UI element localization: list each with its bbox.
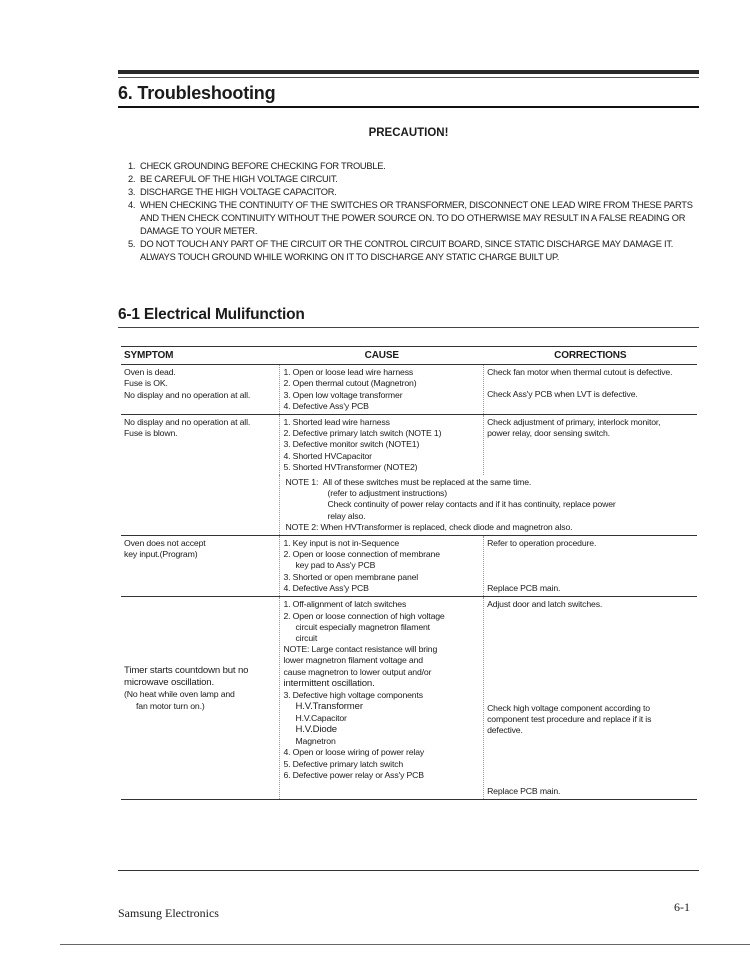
cause-cell: [280, 365, 484, 415]
cause-line: 1. Shorted lead wire harness: [283, 417, 390, 428]
precaution-item: [128, 160, 698, 173]
symptom-cell: [121, 365, 280, 415]
correction-line: Replace PCB main.: [487, 786, 561, 797]
item-number: 1.: [128, 161, 136, 171]
symptom-line: Fuse is OK.: [124, 378, 168, 389]
symptom-cell: [121, 597, 280, 800]
cause-line: circuit: [295, 633, 318, 644]
table-header-row: [121, 347, 697, 365]
cause-line: 2. Open or loose connection of membrane: [283, 549, 440, 560]
cause-line: circuit especially magnetron filament: [295, 621, 430, 632]
corrections-cell: [484, 365, 697, 415]
cause-line: NOTE: Large contact resistance will bring: [283, 644, 438, 655]
symptom-line: Fuse is blown.: [124, 428, 178, 439]
table-row: [121, 415, 697, 476]
table-row: [121, 536, 697, 597]
cause-line: 4. Defective Ass'y PCB: [283, 582, 369, 593]
item-number: 5.: [128, 239, 136, 249]
symptom-line: No display and no operation at all.: [124, 389, 251, 400]
bottom-edge-line: [60, 944, 750, 945]
page-number: 6-1: [674, 900, 690, 914]
correction-line: Replace PCB main.: [487, 583, 561, 594]
precaution-item: [128, 199, 698, 238]
cause-cell: [280, 415, 484, 476]
precaution-item: [128, 186, 698, 199]
header-corrections: CORRECTIONS: [484, 347, 697, 365]
table-row: [121, 597, 697, 800]
cause-line: H.V.Capacitor: [295, 713, 347, 724]
cause-line: 5. Defective primary latch switch: [283, 758, 404, 769]
correction-line: Check Ass'y PCB when LVT is defective.: [487, 389, 638, 400]
note-text: All of these switches must be replaced at the same time.: [322, 477, 532, 488]
cause-line: 3. Defective high voltage components: [283, 689, 423, 700]
cause-line: intermittent oscillation.: [283, 677, 375, 689]
notes-cell: [280, 475, 697, 536]
symptom-note: (No heat while oven lamp and: [124, 689, 235, 700]
table-row: [121, 365, 697, 415]
title-underline: [118, 106, 699, 108]
correction-line: Adjust door and latch switches.: [487, 599, 603, 610]
symptom-block: [124, 599, 276, 711]
cause-line: 1. Off-alignment of latch switches: [283, 599, 407, 610]
footer-rule: [118, 870, 699, 871]
correction-line: power relay, door sensing switch.: [487, 428, 610, 439]
note-1: [283, 477, 694, 488]
cause-line: H.V.Transformer: [295, 701, 363, 713]
header-rule-thin: [118, 77, 699, 78]
symptom-cell: [121, 415, 280, 476]
item-number: 4.: [128, 200, 136, 210]
symptom-cell-empty: [121, 475, 280, 536]
note-line: relay also.: [327, 510, 366, 521]
section-title: 6-1 Electrical Mulifunction: [118, 306, 305, 323]
correction-line: Check fan motor when thermal cutout is defective.: [487, 367, 673, 378]
cause-line: 4. Open or loose wiring of power relay: [283, 747, 425, 758]
cause-line: lower magnetron filament voltage and: [283, 655, 423, 666]
cause-line: 1. Key input is not in-Sequence: [283, 538, 400, 549]
notes-row: [121, 475, 697, 536]
correction-line: component test procedure and replace if it is: [487, 713, 652, 724]
note-line: (refer to adjustment instructions): [327, 488, 447, 499]
cause-cell: [280, 597, 484, 800]
item-number: 2.: [128, 174, 136, 184]
corrections-cell: [484, 536, 697, 597]
section-underline: [118, 327, 699, 328]
cause-line: 3. Defective monitor switch (NOTE1): [283, 439, 420, 450]
symptom-line: No display and no operation at all.: [124, 417, 251, 428]
cause-line: 2. Open or loose connection of high voltage: [283, 610, 445, 621]
correction-line: defective.: [487, 725, 523, 736]
symptom-line: key input.(Program): [124, 549, 198, 560]
corrections-cell: [484, 597, 697, 800]
precaution-item: [128, 173, 698, 186]
symptom-line: Timer starts countdown but no: [124, 665, 249, 677]
symptom-line: microwave oscillation.: [124, 677, 215, 689]
cause-line: key pad to Ass'y PCB: [295, 560, 376, 571]
item-text: DO NOT TOUCH ANY PART OF THE CIRCUIT OR THE CONTROL CIRCUIT BOARD, SINCE STATIC DISCHARGE MAY DAMAGE IT. ALWAYS TOUCH GROUND WHILE WORKING ON IT TO DISCHARGE ANY STATIC CHARGE BUILT UP.: [140, 239, 674, 262]
cause-line: 4. Defective Ass'y PCB: [283, 400, 369, 411]
note-label: NOTE 1:: [285, 477, 319, 488]
symptom-line: Oven is dead.: [124, 367, 176, 378]
header-rule: [118, 70, 699, 74]
footer-company: Samsung Electronics: [118, 906, 219, 920]
cause-line: 1. Open or loose lead wire harness: [283, 367, 414, 378]
cause-cell: [280, 536, 484, 597]
correction-line: Check high voltage component according to: [487, 702, 650, 713]
cause-line: cause magnetron to lower output and/or: [283, 666, 432, 677]
item-text: BE CAREFUL OF THE HIGH VOLTAGE CIRCUIT.: [140, 174, 338, 184]
cause-line: 5. Shorted HVTransformer (NOTE2): [283, 461, 418, 472]
symptom-note: fan motor turn on.): [136, 700, 205, 711]
correction-line: Check adjustment of primary, interlock monitor,: [487, 417, 661, 428]
item-text: DISCHARGE THE HIGH VOLTAGE CAPACITOR.: [140, 187, 337, 197]
note-2: NOTE 2: When HVTransformer is replaced, check diode and magnetron also.: [285, 521, 573, 532]
header-cause: CAUSE: [280, 347, 484, 365]
cause-line: H.V.Diode: [295, 724, 337, 736]
header-symptom: SYMPTOM: [121, 347, 280, 365]
item-text: CHECK GROUNDING BEFORE CHECKING FOR TROUBLE.: [140, 161, 386, 171]
symptom-cell: [121, 536, 280, 597]
cause-line: 3. Shorted or open membrane panel: [283, 571, 419, 582]
cause-line: Magnetron: [295, 736, 336, 747]
page-title: 6. Troubleshooting: [118, 83, 276, 103]
item-number: 3.: [128, 187, 136, 197]
cause-line: 2. Open thermal cutout (Magnetron): [283, 378, 417, 389]
precaution-heading: PRECAUTION!: [368, 127, 449, 139]
cause-line: 2. Defective primary latch switch (NOTE 1): [283, 428, 442, 439]
troubleshooting-table: [121, 346, 697, 800]
item-text: WHEN CHECKING THE CONTINUITY OF THE SWITCHES OR TRANSFORMER, DISCONNECT ONE LEAD WIRE FROM THESE PARTS AND THEN CHECK CONTINUITY WITHOUT THE POWER SOURCE ON. TO DO OTHERWISE MAY RESULT IN A FALSE READING OR DAMAGE TO YOUR METER.: [140, 200, 693, 236]
symptom-line: Oven does not accept: [124, 538, 206, 549]
corrections-cell: [484, 415, 697, 476]
correction-line: Refer to operation procedure.: [487, 538, 597, 549]
note-line: Check continuity of power relay contacts and if it has continuity, replace power: [327, 499, 616, 510]
precaution-item: [128, 238, 698, 264]
cause-line: 4. Shorted HVCapacitor: [283, 450, 372, 461]
cause-line: 6. Defective power relay or Ass'y PCB: [283, 769, 424, 780]
cause-line: 3. Open low voltage transformer: [283, 389, 403, 400]
precaution-list: [128, 160, 698, 264]
